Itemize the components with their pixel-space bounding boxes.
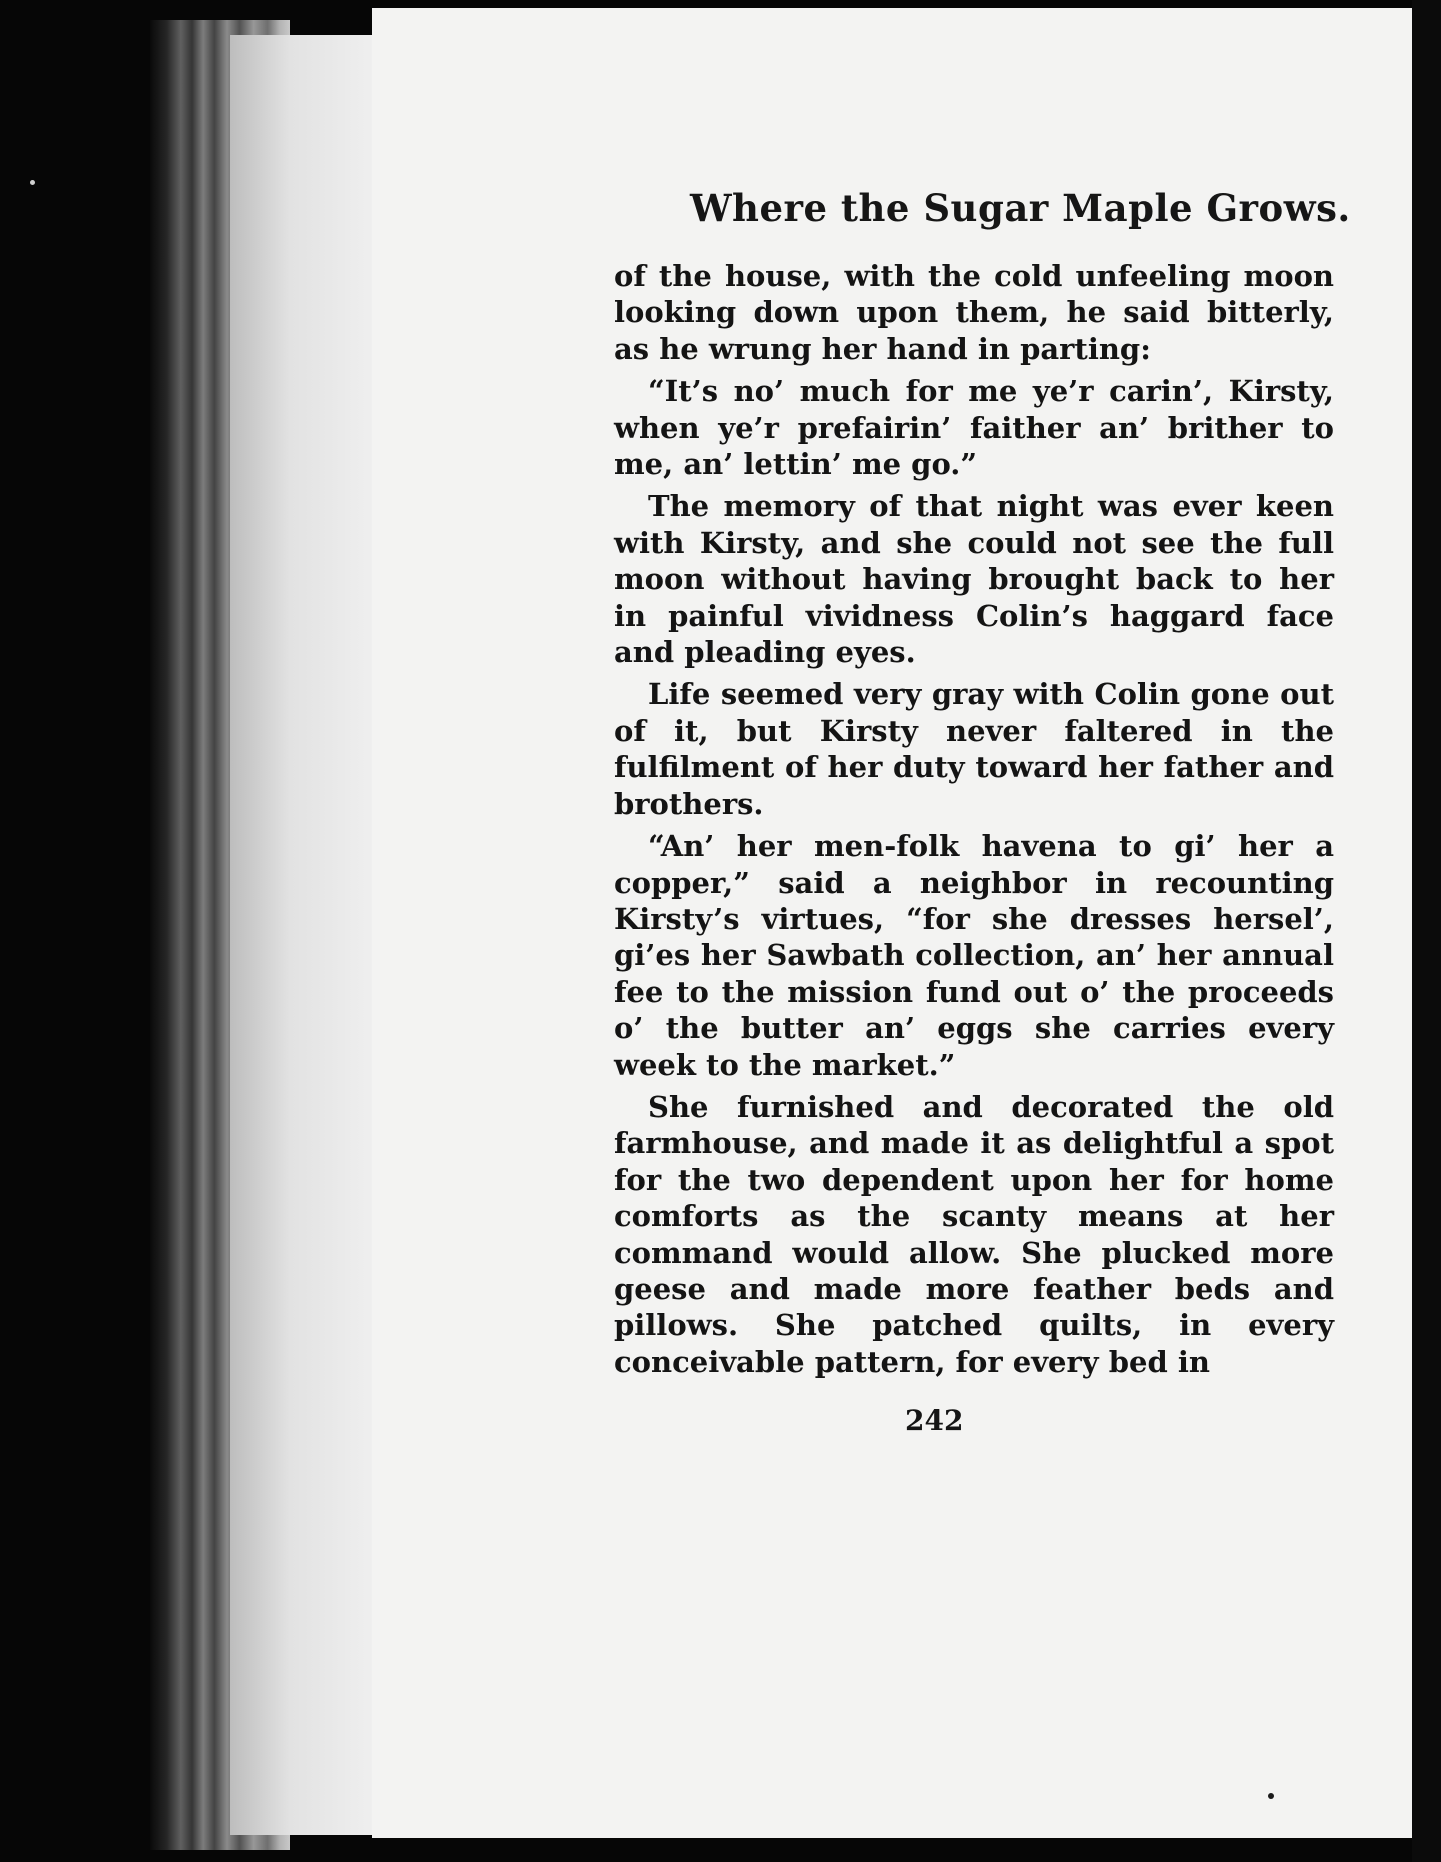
- page-edges: [230, 35, 380, 1835]
- paragraph: “An’ her men-folk havena to gi’ her a copper,” said a neighbor in recounting Kirsty’s virtues, “for she dresses hersel’, gi’es her Sawbath collection, an’ her annual fee to the mission fund out o’ the proceeds o’ the butter an’ eggs she carries every week to the market.”: [614, 829, 1334, 1082]
- page-number: 242: [905, 1404, 964, 1437]
- paragraph: She furnished and decorated the old farmhouse, and made it as delightful a spot for the two dependent upon her for home comforts as the scanty means at her command would allow. She plucked more geese and made more feather beds and pillows. She patched quilts, in every conceivable pattern, for every bed in: [614, 1089, 1334, 1379]
- paragraph: “It’s no’ much for me ye’r carin’, Kirsty, when ye’r prefairin’ faither an’ brither to me, an’ lettin’ me go.”: [614, 374, 1334, 482]
- paragraph: The memory of that night was ever keen with Kirsty, and she could not see the full moon without having brought back to her in painful vividness Colin’s haggard face and pleading eyes.: [614, 489, 1334, 670]
- paragraph: of the house, with the cold unfeeling moon looking down upon them, he said bitterly, as he wrung her hand in parting:: [614, 259, 1334, 366]
- page-text: [614, 258, 1334, 1386]
- paragraph: Life seemed very gray with Colin gone out of it, but Kirsty never faltered in the fulfilment of her duty toward her father and brothers.: [614, 677, 1334, 821]
- scan-speck: [30, 180, 35, 185]
- ink-speck: [1268, 1793, 1274, 1799]
- right-margin-shadow: [1412, 0, 1441, 1862]
- running-title: Where the Sugar Maple Grows.: [690, 186, 1351, 230]
